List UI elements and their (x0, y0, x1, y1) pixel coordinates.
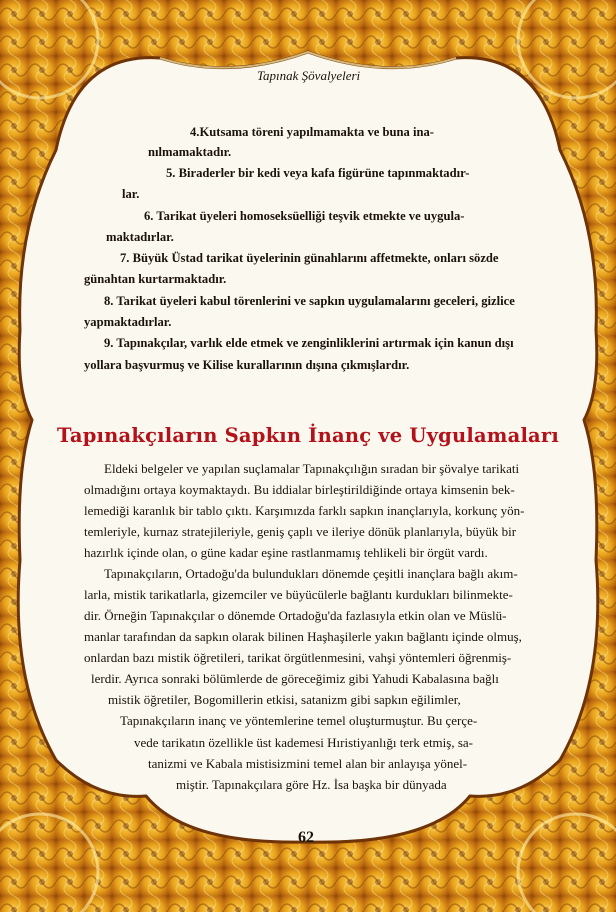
body-line: dir. Örneğin Tapınakçılar o dönemde Ortadoğu'da fazlasıyla etkin olan ve Müslü- (84, 608, 507, 623)
list-line: maktadırlar. (106, 230, 174, 244)
body-line: Eldeki belgeler ve yapılan suçlamalar Tapınakçılığın sıradan bir şövalye tarikati (104, 461, 520, 476)
body-line: larla, mistik tarikatlarla, gizemciler ve büyücülerle bağlantı kurdukları bilinmekte- (84, 587, 513, 602)
body-line: Tapınakçıların inanç ve yöntemlerine temel oluşturmuştur. Bu çerçe- (120, 713, 478, 728)
list-line: yapmaktadırlar. (84, 315, 172, 329)
list-line: lar. (122, 187, 140, 201)
body-line: tanizmi ve Kabala mistisizmini temel alan bir anlayışa yönel- (148, 756, 468, 771)
body-line: manlar tarafından da sapkın olarak bilinen Haşhaşilerle yakın bağlantı içinde olmuş, (84, 629, 522, 644)
list-line: 6. Tarikat üyeleri homoseksüelliği teşvik etmekte ve uygula- (144, 209, 465, 223)
body-line: onlardan bazı mistik öğretileri, tarikat örgütlenmesini, vahşi yöntemleri öğrenmiş- (84, 650, 512, 665)
list-line: 8. Tarikat üyeleri kabul törenlerini ve sapkın uygulamalarını geceleri, gizlice (104, 294, 515, 308)
body-line: vede tarikatın özellikle üst kademesi Hıristiyanlığı terk etmiş, sa- (134, 735, 473, 750)
body-line: lerdir. Ayrıca sonraki bölümlerde de göreceğimiz gibi Yahudi Kabalasına bağlı (91, 671, 499, 686)
body-line: Tapınakçıların, Ortadoğu'da bulundukları dönemde çeşitli inançlara bağlı akım- (104, 566, 518, 581)
list-line: nılmamaktadır. (148, 145, 232, 159)
body-line: lemediği karanlık bir tablo çıktı. Karşımızda farklı sapkın inançlarıyla, korkunç yön- (84, 503, 525, 518)
page-number: 62 (298, 829, 314, 846)
list-line: yollara başvurmuş ve Kilise kurallarının dışına çıkmışlardır. (84, 358, 410, 372)
list-line: 5. Biraderler bir kedi veya kafa figürüne tapınmaktadır- (166, 166, 470, 180)
body-line: hazırlık içinde olan, o güne kadar eşine rastlanmamış tehlikeli bir örgüt vardı. (84, 545, 488, 560)
list-line: günahtan kurtarmaktadır. (84, 272, 227, 286)
body-line: olmadığını ortaya koymaktaydı. Bu iddialar birleştirildiğinde ortaya kimsenin bek- (84, 482, 515, 497)
running-title: Tapınak Şövalyeleri (257, 68, 361, 83)
section-title: Tapınakçıların Sapkın İnanç ve Uygulamaları (57, 424, 559, 447)
list-line: 9. Tapınakçılar, varlık elde etmek ve zenginliklerini artırmak için kanun dışı (104, 336, 514, 350)
list-line: 4.Kutsama töreni yapılmamakta ve buna ina- (190, 125, 434, 139)
body-line: temleriyle, kurnaz stratejileriyle, geniş çaplı ve ileriye dönük planlarıyla, büyük bir (84, 524, 517, 539)
body-line: mistik öğretiler, Bogomillerin etkisi, satanizm gibi sapkın eğilimler, (108, 692, 461, 707)
body-line: miştir. Tapınakçılara göre Hz. İsa başka bir dünyada (176, 777, 447, 792)
list-line: 7. Büyük Üstad tarikat üyelerinin günahlarını affetmekte, onları sözde (120, 251, 499, 265)
